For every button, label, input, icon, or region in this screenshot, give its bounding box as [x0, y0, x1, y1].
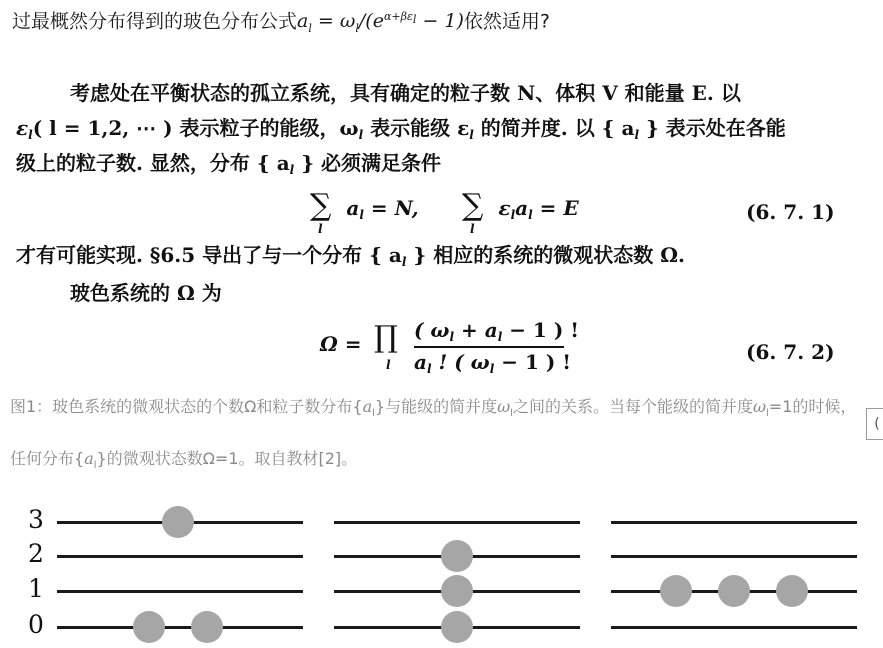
level-label-1: 1 [28, 574, 44, 603]
panel-3-level-3-line [611, 521, 857, 524]
particle-panel-3-level-1-2 [718, 575, 750, 607]
particle-panel-1-level-0-2 [191, 611, 223, 643]
excerpt-line-2: $\varepsilon_l$( l = 1,2, ⋯ ) 表示粒子的能级，$\omega_l$ 表示能级 $\varepsilon_l$ 的简并度. 以 { $a_l$ } 表示处在各能 [16, 116, 786, 142]
energy-level-diagram [0, 490, 883, 648]
excerpt-line-4: 才有可能实现. §6.5 导出了与一个分布 { $a_l$ } 相应的系统的微观状态数 Ω. [16, 243, 685, 269]
level-label-2: 2 [28, 539, 44, 568]
panel-1-level-2-line [57, 555, 303, 558]
panel-3-level-0-line [611, 626, 857, 629]
excerpt-line-3: 级上的粒子数. 显然，分布 { $a_l$ } 必须满足条件 [16, 151, 442, 177]
particle-panel-1-level-0-1 [133, 611, 165, 643]
particle-panel-3-level-1-3 [776, 575, 808, 607]
sum-symbol: ∑ [310, 188, 332, 223]
particle-panel-3-level-1-1 [660, 575, 692, 607]
equation-number-6-7-1: (6. 7. 1) [746, 200, 835, 224]
panel-1-level-1-line [57, 590, 303, 593]
excerpt-line-5: 玻色系统的 Ω 为 [70, 281, 222, 305]
particle-panel-2-level-0-1 [441, 611, 473, 643]
panel-1-level-0-line [57, 626, 303, 629]
particle-panel-2-level-2-1 [441, 540, 473, 572]
equation-number-6-7-2: (6. 7. 2) [746, 340, 835, 364]
particle-panel-2-level-1-1 [441, 575, 473, 607]
fraction-numerator: ( $\omega_l + a_l - 1$ ) ! [414, 318, 564, 348]
panel-2-level-3-line [334, 521, 580, 524]
fraction-denominator: $a_l$ ! ( $\omega_l - 1$ ) ! [414, 350, 572, 376]
particle-panel-1-level-3-1 [162, 506, 194, 538]
figure-caption: 图1：玻色系统的微观状态的个数Ω和粒子数分布$\{a_l\}$与能级的简并度$\omega_l$之间的关系。当每个能级的简并度$\omega_l=1$的时候，任何分布$\{a_l\}$的微观状态数Ω=1。取自教材[2]。 [10, 397, 857, 472]
question-prefix: 过最概然分布得到的玻色分布公式 [12, 10, 298, 33]
level-label-0: 0 [28, 610, 44, 639]
equation-6-7-2-fraction [414, 318, 580, 376]
panel-3-level-2-line [611, 555, 857, 558]
question-formula: $a_l = \omega_l/(e^{\alpha+\beta\varepsilon_l} - 1)$ [297, 10, 464, 36]
equation-6-7-2-lhs: Ω = [320, 332, 362, 356]
equation-6-7-1: ∑ l $a_l = N$, [310, 188, 419, 236]
question-suffix: 依然适用? [463, 10, 551, 33]
sum-symbol: ∑ [462, 188, 484, 223]
product-symbol: ∏ l [374, 320, 398, 372]
question-heading [12, 4, 550, 42]
equation-6-7-1-energy: ∑ l $\varepsilon_la_l = E$ [462, 188, 579, 236]
textbook-excerpt-image [0, 60, 883, 378]
level-label-3: 3 [28, 505, 44, 534]
excerpt-line-1: 考虑处在平衡状态的孤立系统，具有确定的粒子数 N、体积 V 和能量 E. 以 [70, 81, 741, 105]
side-tab[interactable]: ( [866, 408, 883, 440]
